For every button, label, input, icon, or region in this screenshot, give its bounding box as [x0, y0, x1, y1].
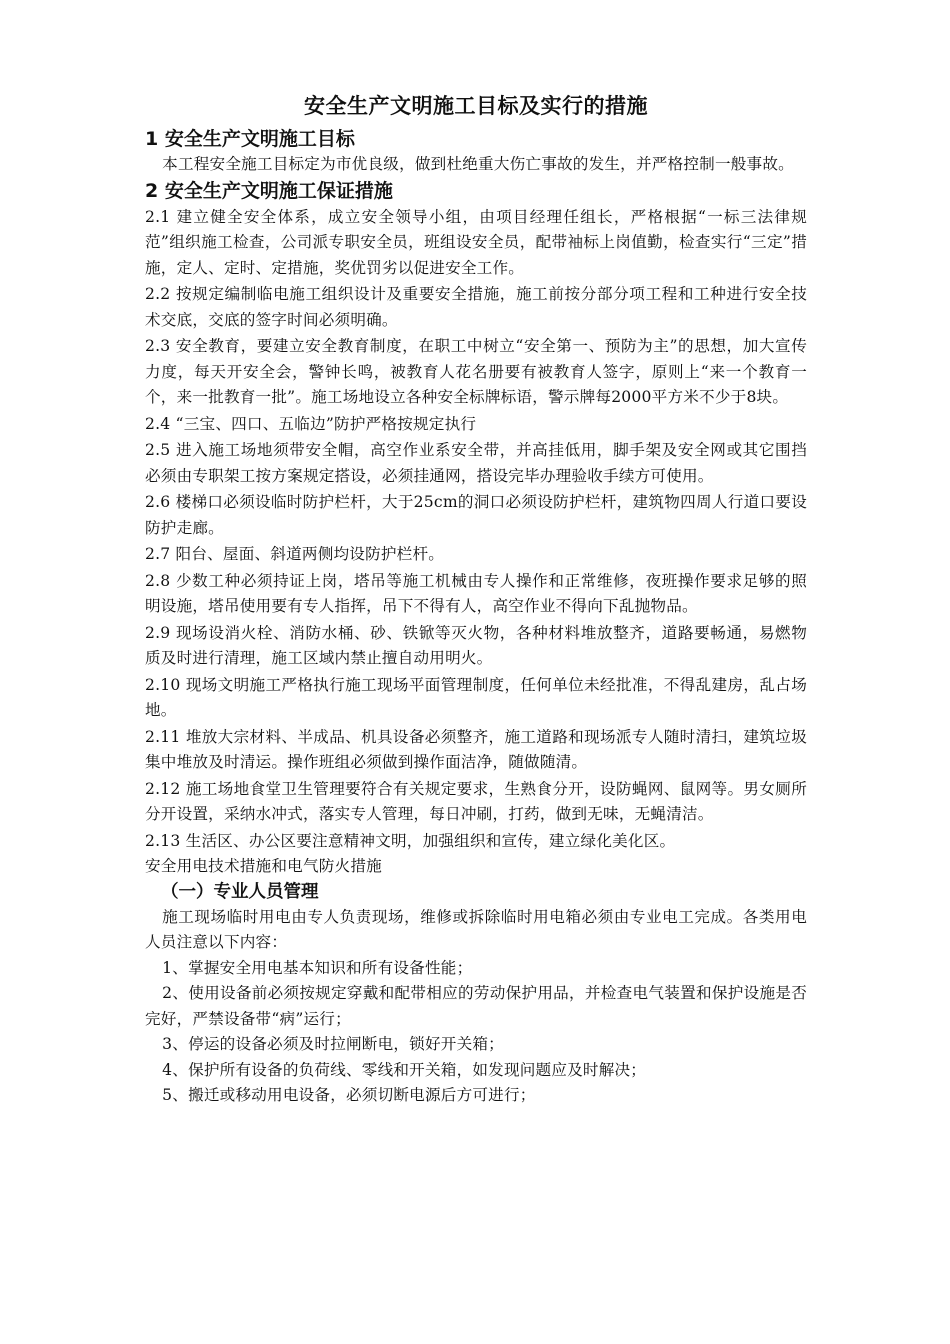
section2-item: 2.7 阳台、屋面、斜道两侧均设防护栏杆。	[145, 545, 445, 563]
electrical-list-item: 1、掌握安全用电基本知识和所有设备性能；	[162, 958, 473, 977]
document-title: 安全生产文明施工目标及实行的措施	[304, 94, 648, 118]
section2-item: 2.10 现场文明施工严格执行施工现场平面管理制度，任何单位未经批准，不得乱建房，乱占场地。	[145, 675, 807, 719]
section2-item: 2.8 少数工种必须持证上岗，塔吊等施工机械由专人操作和正常维修，夜班操作要求足够的照明设施，塔吊使用要有专人指挥，吊下不得有人，高空作业不得向下乱抛物品。	[145, 571, 807, 615]
electrical-section-line: 安全用电技术措施和电气防火措施	[145, 857, 382, 875]
section2-item: 2.2 按规定编制临电施工组织设计及重要安全措施，施工前按分部分项工程和工种进行安全技术交底，交底的签字时间必须明确。	[145, 285, 807, 329]
electrical-list-item: 2、使用设备前必须按规定穿戴和配带相应的劳动保护用品，并检查电气装置和保护设施是否完好，严禁设备带“病”运行；	[145, 984, 807, 1028]
section2-item: 2.13 生活区、办公区要注意精神文明，加强组织和宣传，建立绿化美化区。	[145, 831, 676, 850]
section1-heading: 1 安全生产文明施工目标	[145, 128, 355, 150]
electrical-list-item: 3、停运的设备必须及时拉闸断电，锁好开关箱；	[162, 1035, 504, 1053]
section1-body: 本工程安全施工目标定为市优良级，做到杜绝重大伤亡事故的发生，并严格控制一般事故。	[162, 155, 794, 173]
section2-item: 2.11 堆放大宗材料、半成品、机具设备必须整齐，施工道路和现场派专人随时清扫，建筑垃圾集中堆放及时清运。操作班组必须做到操作面洁净，随做随清。	[145, 727, 807, 771]
section2-item: 2.12 施工场地食堂卫生管理要符合有关规定要求，生熟食分开，设防蝇网、鼠网等。男女厕所分开设置，采纳水冲式，落实专人管理，每日冲刷，打药，做到无味，无蝇清洁。	[145, 779, 807, 823]
section2-item: 2.5 进入施工场地须带安全帽，高空作业系安全带，并高挂低用，脚手架及安全网或其它围挡必须由专职架工按方案规定搭设，必须挂通网，搭设完毕办理验收手续方可使用。	[145, 441, 807, 485]
document-page	[145, 90, 807, 1109]
section2-item: 2.9 现场设消火栓、消防水桶、砂、铁锨等灭火物，各种材料堆放整齐，道路要畅通，易燃物质及时进行清理，施工区域内禁止擅自动用明火。	[145, 623, 807, 667]
electrical-subheading: （一）专业人员管理	[161, 881, 319, 902]
section2-item: 2.3 安全教育，要建立安全教育制度，在职工中树立“安全第一、预防为主”的思想，加大宣传力度，每天开安全会，警钟长鸣，被教育人花名册要有被教育人签字，原则上“来一个教育一个，来一批教育一批”。施工场地设立各种安全标牌标语，警示牌每2000平方米不少于8块。	[145, 337, 807, 406]
section2-item: 2.4 “三宝、四口、五临边”防护严格按规定执行	[145, 414, 477, 433]
section2-item: 2.6 楼梯口必须设临时防护栏杆，大于25cm的洞口必须设防护栏杆，建筑物四周人行道口要设防护走廊。	[145, 493, 807, 537]
electrical-intro: 施工现场临时用电由专人负责现场，维修或拆除临时用电箱必须由专业电工完成。各类用电人员注意以下内容：	[145, 907, 807, 951]
electrical-list-item: 5、搬迁或移动用电设备，必须切断电源后方可进行；	[162, 1086, 536, 1104]
section2-item: 2.1 建立健全安全体系，成立安全领导小组，由项目经理任组长，严格根据“一标三法律规范”组织施工检查，公司派专职安全员，班组设安全员，配带袖标上岗值勤，检查实行“三定”措施，定人、定时、定措施，奖优罚劣以促进安全工作。	[145, 207, 807, 277]
section2-heading: 2 安全生产文明施工保证措施	[145, 179, 393, 202]
electrical-list-item: 4、保护所有设备的负荷线、零线和开关箱，如发现问题应及时解决；	[162, 1060, 647, 1079]
